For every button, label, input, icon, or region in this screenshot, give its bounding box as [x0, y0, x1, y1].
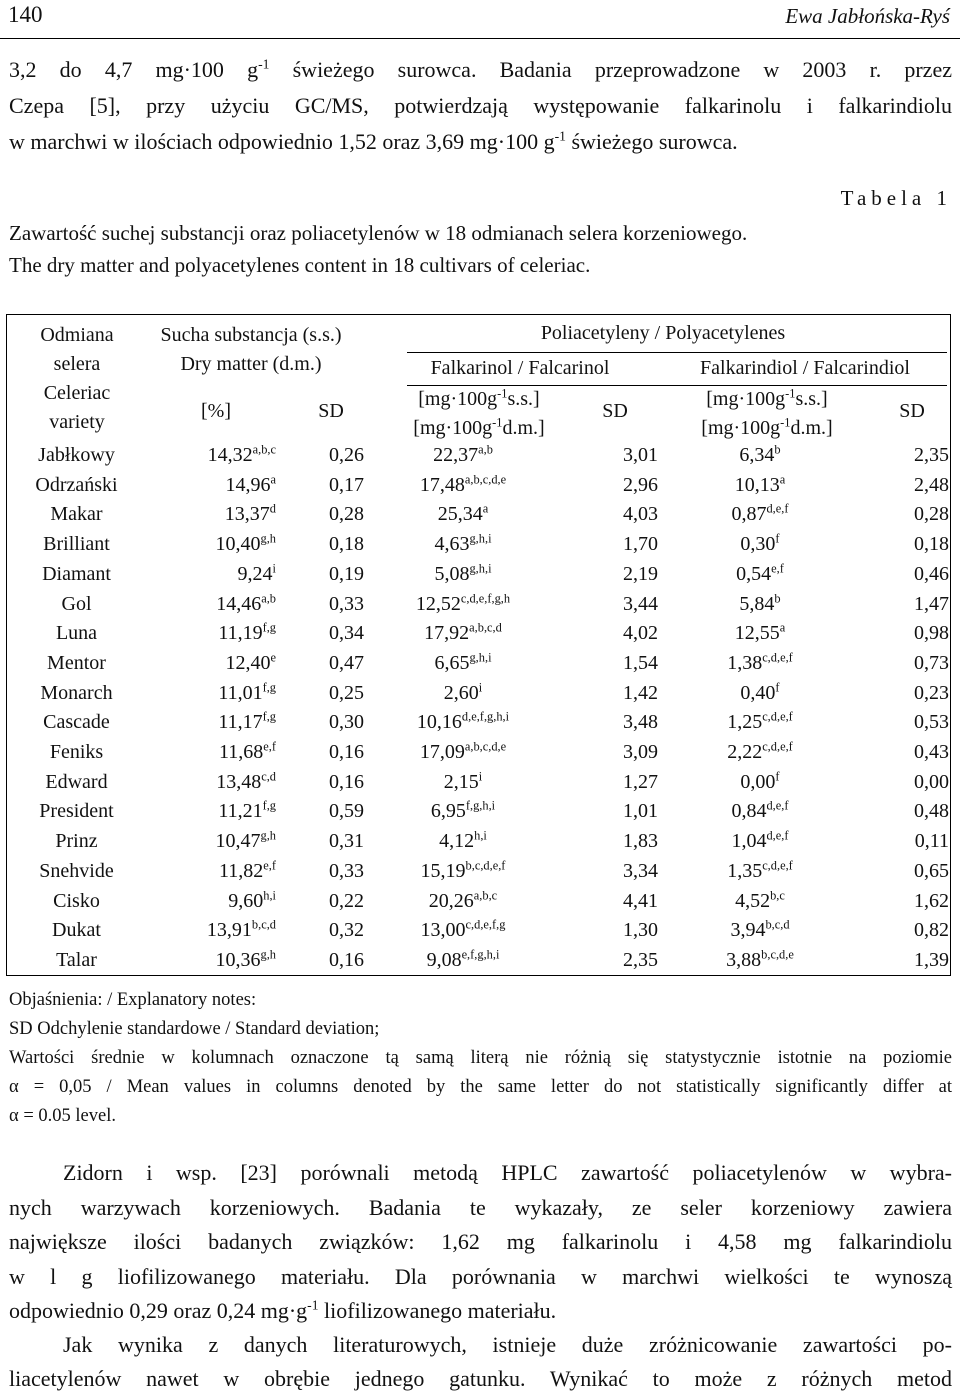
dry-matter-value: 14,96$^a$ — [225, 472, 276, 496]
variety-name: Diamant — [42, 562, 111, 585]
table-caption-pl: Zawartość suchej substancji oraz poliacetylenów w 18 odmianach selera korzeniowego. — [9, 221, 748, 245]
dry-matter-sd: 0,34 — [329, 622, 364, 645]
text-line: w marchwi w ilościach odpowiednio 1,52 oraz 3,69 mg·100 $g^{-1}$ świeżego surowca. — [9, 128, 738, 154]
dry-matter-value: 10,47$^{g,h}$ — [215, 828, 276, 853]
header-unit-falcarinol: $[mg\cdot 100g^{-1}s.s.]$ $[mg\cdot 100g^{-1}d.m.]$ — [413, 386, 545, 439]
header-percent: [%] — [201, 400, 231, 422]
table-row — [7, 797, 949, 827]
dry-matter-value: 14,32$^{a,b,c}$ — [207, 442, 276, 466]
falcarinol-sd: 2,19 — [623, 562, 658, 585]
dry-matter-sd: 0,26 — [329, 444, 364, 466]
falcarindiol-sd: 0,98 — [914, 622, 949, 645]
falcarindiol-value: 1,35$^{c,d,e,f}$ — [727, 858, 793, 882]
dry-matter-value: 14,46$^{a,b}$ — [216, 590, 276, 615]
falcarindiol-value: 5,84$^b$ — [739, 590, 781, 615]
notes-line: α = 0,05 / Mean values in columns denoted by the same letter do not statistically significantly differ at — [9, 1077, 952, 1097]
body-paragraph — [9, 1156, 952, 1329]
variety-name: Luna — [55, 622, 98, 645]
falcarindiol-sd: 0,46 — [914, 562, 949, 585]
falcarindiol-value: 0,84$^{d,e,f}$ — [731, 798, 789, 823]
falcarinol-sd: 2,35 — [623, 948, 658, 971]
dry-matter-sd: 0,33 — [329, 592, 364, 615]
dry-matter-value: 13,91$^{b,c,d}$ — [206, 917, 276, 942]
table-row — [7, 946, 949, 976]
falcarindiol-sd: 0,28 — [914, 503, 949, 526]
dry-matter-value: 11,82$^{e,f}$ — [219, 858, 276, 882]
falcarinol-value: 25,34$^a$ — [437, 501, 489, 526]
dry-matter-sd: 0,30 — [329, 711, 364, 734]
variety-name: Jabłkowy — [38, 444, 115, 466]
falcarinol-value: 2,60$^i$ — [443, 679, 483, 704]
falcarindiol-sd: 2,48 — [914, 473, 949, 496]
falcarindiol-value: 1,38$^{c,d,e,f}$ — [727, 650, 793, 674]
header-polyacetylenes: Poliacetyleny / Polyacetylenes — [540, 322, 786, 344]
falcarinol-value: 17,48$^{a,b,c,d,e}$ — [419, 472, 507, 496]
falcarindiol-value: 4,52$^{b,c}$ — [735, 887, 785, 912]
falcarindiol-sd: 0,18 — [914, 533, 949, 556]
falcarinol-sd: 3,44 — [623, 592, 658, 615]
falcarindiol-sd: 0,11 — [914, 830, 949, 853]
falcarinol-value: 2,15$^i$ — [443, 769, 483, 793]
header-dry-matter: Sucha substancja (s.s.) Dry matter (d.m.) — [160, 324, 342, 375]
falcarindiol-value: 0,30$^f$ — [740, 531, 780, 556]
header-falcarindiol: Falkarindiol / Falcarindiol — [700, 357, 910, 379]
variety-name: Edward — [45, 770, 108, 793]
table-row — [7, 500, 949, 530]
variety-name: Cisko — [53, 889, 100, 912]
falcarindiol-sd: 1,47 — [914, 592, 949, 615]
dry-matter-sd: 0,16 — [329, 948, 364, 971]
table-row — [7, 441, 949, 471]
falcarinol-sd: 1,01 — [623, 800, 658, 823]
variety-name: Mentor — [47, 651, 106, 674]
falcarinol-value: 6,95$^{f,g,h,i}$ — [430, 798, 496, 823]
falcarinol-value: 17,09$^{a,b,c,d,e}$ — [419, 739, 507, 764]
table-row — [7, 649, 949, 679]
falcarindiol-value: 10,13$^a$ — [734, 472, 786, 496]
dry-matter-sd: 0,16 — [329, 770, 364, 793]
dry-matter-value: 10,40$^{g,h}$ — [215, 531, 276, 556]
table-row — [7, 560, 949, 590]
falcarindiol-value: 2,22$^{c,d,e,f}$ — [727, 739, 793, 764]
dry-matter-sd: 0,19 — [329, 562, 364, 585]
variety-name: Odrzański — [35, 473, 118, 496]
body-paragraph — [9, 1328, 952, 1396]
falcarinol-value: 6,65$^{g,h,i}$ — [434, 650, 492, 674]
falcarindiol-value: 1,04$^{d,e,f}$ — [731, 828, 789, 853]
variety-name: Talar — [56, 948, 97, 971]
dry-matter-value: 9,24$^i$ — [237, 561, 276, 585]
falcarinol-value: 5,08$^{g,h,i}$ — [434, 561, 492, 585]
falcarinol-sd: 3,09 — [623, 741, 658, 764]
table-row — [7, 738, 949, 768]
notes-line: α = 0.05 level. — [9, 1106, 116, 1126]
falcarinol-value: 12,52$^{c,d,e,f,g,h}$ — [415, 590, 511, 615]
header-sd-falcarindiol: SD — [899, 400, 925, 422]
falcarinol-sd: 4,02 — [623, 622, 658, 645]
dry-matter-sd: 0,33 — [329, 859, 364, 882]
falcarinol-value: 17,92$^{a,b,c,d}$ — [424, 620, 502, 645]
dry-matter-value: 12,40e — [225, 650, 276, 674]
falcarindiol-value: 0,87$^{d,e,f}$ — [731, 501, 789, 526]
variety-name: Feniks — [49, 741, 104, 764]
falcarinol-sd: 3,01 — [623, 444, 658, 466]
falcarinol-value: 13,00$^{c,d,e,f,g}$ — [420, 917, 506, 942]
dry-matter-sd: 0,59 — [329, 800, 364, 823]
notes-line: Wartości średnie w kolumnach oznaczone tą samą literą nie różnią się statystycznie istotnie na poziomie — [9, 1048, 952, 1068]
table-row — [7, 887, 949, 917]
falcarinol-value: 15,19$^{b,c,d,e,f}$ — [420, 858, 506, 882]
text-line: Zidorn i wsp. [23] porównali metodą HPLC zawartość poliacetylenów w wybra- — [63, 1160, 952, 1185]
dry-matter-sd: 0,25 — [329, 681, 364, 704]
falcarinol-value: 10,16$^{d,e,f,g,h,i}$ — [416, 709, 510, 734]
table-row — [7, 916, 949, 946]
falcarindiol-value: 0,40$^f$ — [740, 679, 780, 704]
header-sd-dm: SD — [318, 400, 344, 422]
variety-name: Snehvide — [39, 859, 114, 882]
falcarindiol-sd: 0,53 — [914, 711, 949, 734]
falcarindiol-sd: 0,43 — [914, 741, 949, 764]
dry-matter-value: 11,21$^{f,g}$ — [218, 798, 276, 823]
text-line: nych warzywach korzeniowych. Badania te wykazały, ze seler korzeniowy zawiera — [9, 1194, 952, 1220]
dry-matter-value: 9,60$^{h,i}$ — [228, 887, 276, 912]
variety-name: Makar — [50, 503, 103, 526]
falcarinol-sd: 4,41 — [623, 889, 658, 912]
falcarinol-value: 9,08$^{e,f,g,h,i}$ — [426, 947, 500, 971]
table-label: Tabela 1 — [840, 186, 952, 210]
table-row — [7, 679, 949, 709]
dry-matter-sd: 0,32 — [329, 919, 364, 942]
variety-name: Cascade — [43, 711, 110, 734]
text-line: w l g liofilizowanego materiału. Dla porównania w marchwi wielkości te wynoszą — [9, 1263, 952, 1289]
table-row — [7, 530, 949, 560]
dry-matter-sd: 0,47 — [329, 651, 364, 674]
table-row — [7, 857, 949, 887]
falcarindiol-sd: 0,65 — [914, 859, 949, 882]
table-row — [7, 471, 949, 501]
falcarinol-sd: 1,70 — [623, 533, 658, 556]
variety-name: Brilliant — [43, 533, 110, 556]
header-rule — [407, 352, 947, 353]
dry-matter-sd: 0,31 — [329, 830, 364, 853]
running-author: Ewa Jabłońska-Ryś — [785, 4, 950, 28]
falcarinol-sd: 1,83 — [623, 830, 658, 853]
falcarindiol-value: 0,54$^{e,f}$ — [736, 561, 784, 585]
falcarinol-sd: 3,34 — [623, 859, 658, 882]
dry-matter-value: 13,37$^d$ — [224, 501, 276, 526]
table-caption-en: The dry matter and polyacetylenes content in 18 cultivars of celeriac. — [9, 253, 591, 277]
intro-paragraph — [9, 52, 952, 160]
text-line: Jak wynika z danych literaturowych, istnieje duże zróżnicowanie zawartości po- — [63, 1332, 952, 1357]
dry-matter-sd: 0,18 — [329, 533, 364, 556]
falcarinol-value: 20,26$^{a,b,c}$ — [428, 887, 498, 912]
falcarindiol-sd: 0,73 — [914, 651, 949, 674]
falcarindiol-sd: 0,00 — [914, 770, 949, 793]
table-body — [7, 441, 949, 976]
falcarindiol-sd: 1,62 — [914, 889, 949, 912]
table-notes — [9, 986, 952, 1131]
variety-name: President — [39, 800, 114, 823]
dry-matter-value: 13,48$^{c,d}$ — [216, 769, 276, 793]
falcarindiol-sd: 0,48 — [914, 800, 949, 823]
falcarinol-sd: 1,30 — [623, 919, 658, 942]
table-row — [7, 590, 949, 620]
dry-matter-value: 11,01$^{f,g}$ — [218, 679, 276, 704]
falcarinol-sd: 3,48 — [623, 711, 658, 734]
dry-matter-sd: 0,16 — [329, 741, 364, 764]
dry-matter-value: 11,19$^{f,g}$ — [218, 620, 276, 645]
dry-matter-sd: 0,28 — [329, 503, 364, 526]
falcarindiol-value: 3,88$^{b,c,d,e}$ — [726, 947, 794, 971]
falcarindiol-value: 3,94$^{b,c,d}$ — [730, 917, 790, 942]
text-line: największe ilości badanych związków: 1,62 mg falkarinolu i 4,58 mg falkarindiolu — [9, 1229, 952, 1254]
falcarinol-sd: 4,03 — [623, 503, 658, 526]
falcarindiol-value: 1,25$^{c,d,e,f}$ — [727, 709, 793, 734]
falcarindiol-sd: 1,39 — [914, 948, 949, 971]
notes-sd: SD Odchylenie standardowe / Standard deviation; — [9, 1019, 380, 1039]
falcarinol-value: 4,12$^{h,i}$ — [439, 828, 487, 853]
dry-matter-sd: 0,17 — [329, 473, 364, 496]
falcarinol-sd: 1,27 — [623, 770, 658, 793]
header-unit-falcarindiol: $[mg\cdot 100g^{-1}s.s.]$ $[mg\cdot 100g^{-1}d.m.]$ — [701, 386, 833, 439]
dry-matter-sd: 0,22 — [329, 889, 364, 912]
header-sd-falcarinol: SD — [602, 400, 628, 422]
falcarindiol-value: 6,34$^b$ — [739, 442, 781, 466]
falcarinol-sd: 1,54 — [623, 651, 658, 674]
header-variety: Odmiana selera Celeriac variety — [40, 324, 114, 433]
falcarinol-value: 22,37$^{a,b}$ — [433, 442, 493, 466]
variety-name: Prinz — [55, 830, 98, 853]
falcarinol-sd: 2,96 — [623, 473, 658, 496]
dry-matter-value: 10,36$^{g,h}$ — [215, 947, 276, 971]
table-row — [7, 619, 949, 649]
page-header — [0, 0, 960, 39]
text-line: liacetylenów nawet w obrębie jednego gatunku. Wynikać to może z różnych metod — [9, 1366, 952, 1391]
falcarindiol-value: 0,00$^f$ — [740, 769, 780, 793]
table-row — [7, 708, 949, 738]
notes-title: Objaśnienia: / Explanatory notes: — [9, 990, 257, 1010]
falcarinol-value: 4,63$^{g,h,i}$ — [434, 531, 492, 556]
falcarindiol-sd: 0,82 — [914, 919, 949, 942]
variety-name: Monarch — [40, 681, 113, 704]
dry-matter-value: 11,17$^{f,g}$ — [218, 709, 276, 734]
falcarinol-sd: 1,42 — [623, 681, 658, 704]
variety-name: Dukat — [52, 919, 101, 942]
data-table — [6, 314, 951, 976]
text-line: odpowiednio 0,29 oraz 0,24 $mg\cdot g^{-1}$ liofilizowanego materiału. — [9, 1297, 557, 1323]
table-row — [7, 827, 949, 857]
page-number: 140 — [8, 2, 43, 27]
falcarindiol-sd: 0,23 — [914, 681, 949, 704]
dry-matter-value: 11,68$^{e,f}$ — [219, 739, 276, 764]
falcarindiol-value: 12,55$^a$ — [734, 620, 786, 645]
table-row — [7, 768, 949, 798]
text-line: 3,2 do 4,7 mg·100 $g^{-1}$ świeżego surowca. Badania przeprowadzone w 2003 r. przez — [9, 56, 952, 82]
header-falcarinol: Falkarinol / Falcarinol — [430, 357, 610, 379]
variety-name: Gol — [61, 592, 92, 615]
text-line: Czepa [5], przy użyciu GC/MS, potwierdzają występowanie falkarinolu i falkarindiolu — [9, 93, 952, 118]
falcarindiol-sd: 2,35 — [914, 444, 949, 466]
